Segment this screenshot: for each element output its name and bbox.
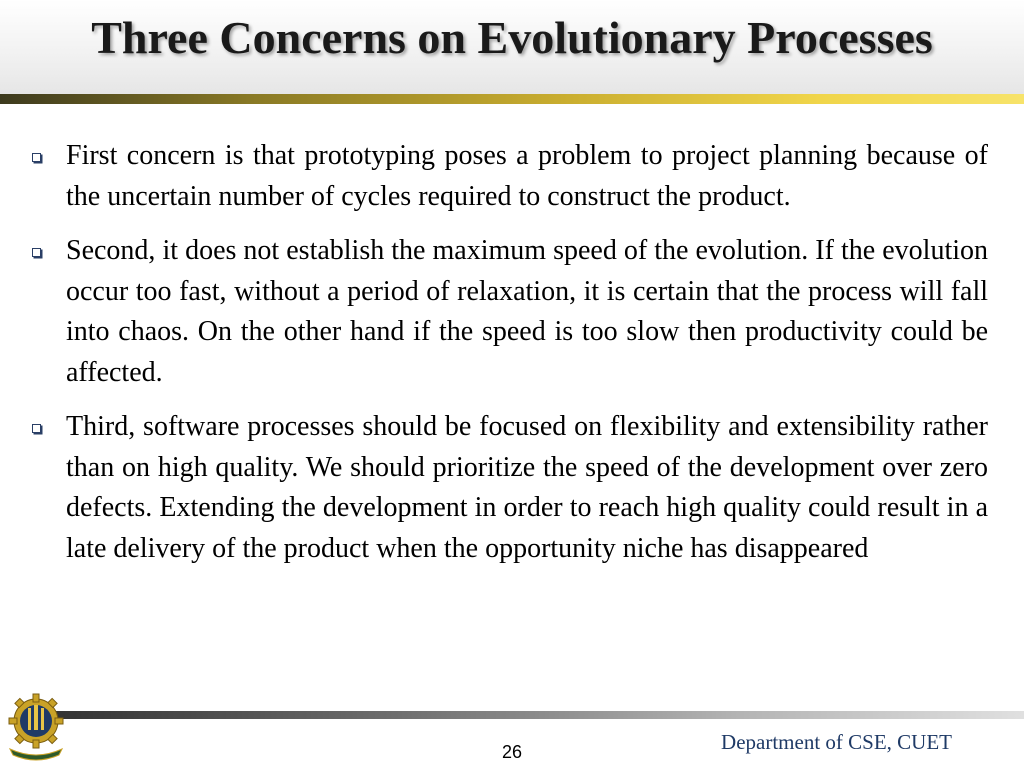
page-number: 26	[501, 742, 523, 762]
square-bullet-icon	[32, 153, 41, 162]
department-label: Department of CSE, CUET	[721, 730, 952, 754]
bullet-list	[26, 136, 988, 583]
bullet-item	[26, 136, 988, 217]
bullet-text: Third, software processes should be focused on flexibility and extensibility rather than on high quality. We should prioritize the speed of the development over zero defects. Extending the development in order to reach high quality could result in a late delivery of the product when the opportunity niche has disappeared	[66, 411, 988, 564]
slide-title: Three Concerns on Evolutionary Processes	[91, 12, 933, 63]
footer-divider	[56, 711, 1024, 719]
square-bullet-icon	[32, 248, 41, 257]
title-divider	[0, 94, 1024, 104]
cuet-logo-icon	[4, 691, 68, 763]
bullet-text: Second, it does not establish the maximum speed of the evolution. If the evolution occur too fast, without a period of relaxation, it is certain that the process will fall into chaos. On the other hand if the speed is too slow then productivity could be affected.	[66, 235, 988, 388]
bullet-item	[26, 407, 988, 569]
bullet-item	[26, 231, 988, 393]
square-bullet-icon	[32, 424, 41, 433]
bullet-text: First concern is that prototyping poses a problem to project planning because of the uncertain number of cycles required to construct the product.	[66, 140, 988, 212]
